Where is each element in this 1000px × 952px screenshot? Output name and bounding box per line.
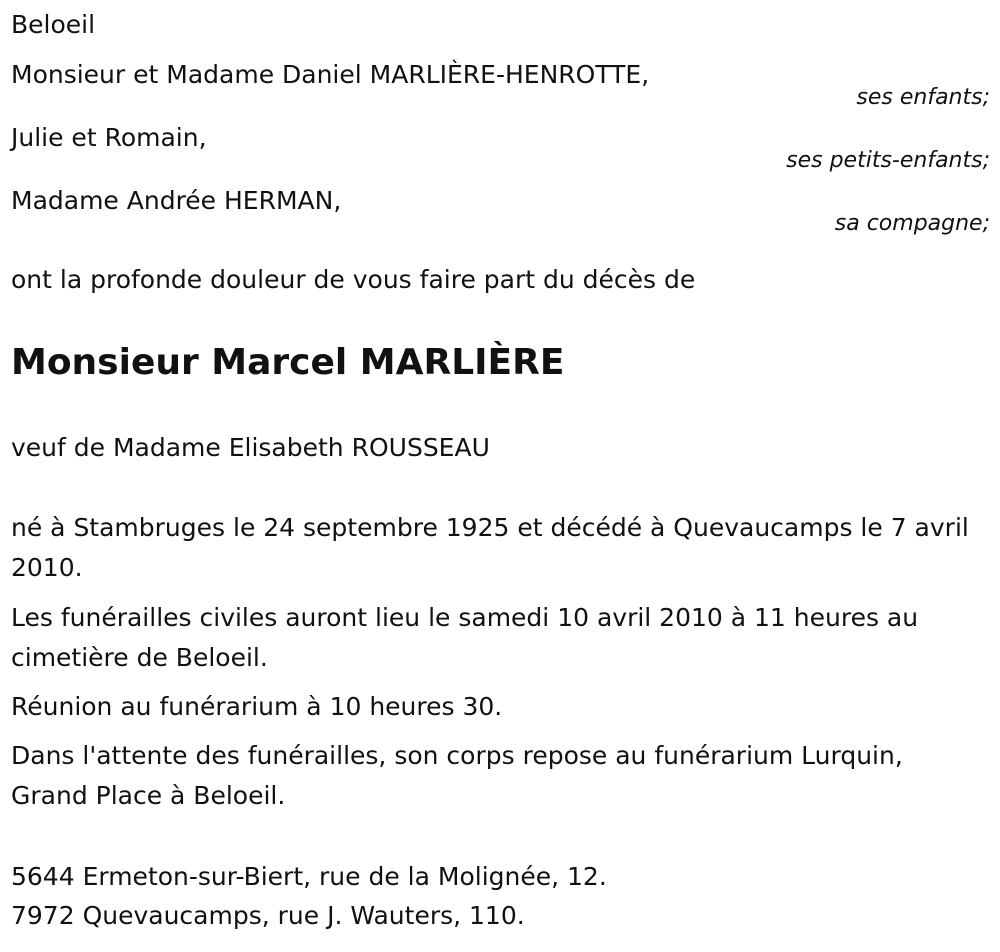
family-children-relation: ses enfants;: [856, 85, 990, 110]
address-line-2: 7972 Quevaucamps, rue J. Wauters, 110.: [11, 901, 525, 930]
family-companion-names: Madame Andrée HERMAN,: [11, 186, 342, 215]
repose-text: Dans l'attente des funérailles, son corps repose au funérarium Lurquin, Grand Place à Beloeil.: [11, 741, 903, 810]
city-header: Beloeil: [11, 10, 96, 39]
birth-death-text: né à Stambruges le 24 septembre 1925 et décédé à Quevaucamps le 7 avril 2010.: [11, 513, 969, 582]
address-line-1: 5644 Ermeton-sur-Biert, rue de la Molignée, 12.: [11, 862, 607, 891]
family-grandchildren-names: Julie et Romain,: [11, 123, 207, 152]
widow-of-text: veuf de Madame Elisabeth ROUSSEAU: [11, 433, 490, 462]
meeting-text: Réunion au funérarium à 10 heures 30.: [11, 692, 503, 721]
funeral-text: Les funérailles civiles auront lieu le samedi 10 avril 2010 à 11 heures au cimetière de Beloeil.: [11, 603, 919, 672]
deceased-name: Monsieur Marcel MARLIÈRE: [11, 342, 565, 383]
announcement-text: ont la profonde douleur de vous faire part du décès de: [11, 265, 696, 294]
family-companion-relation: sa compagne;: [834, 211, 990, 236]
family-children-names: Monsieur et Madame Daniel MARLIÈRE-HENROTTE,: [11, 60, 650, 89]
family-grandchildren-relation: ses petits-enfants;: [786, 148, 990, 173]
